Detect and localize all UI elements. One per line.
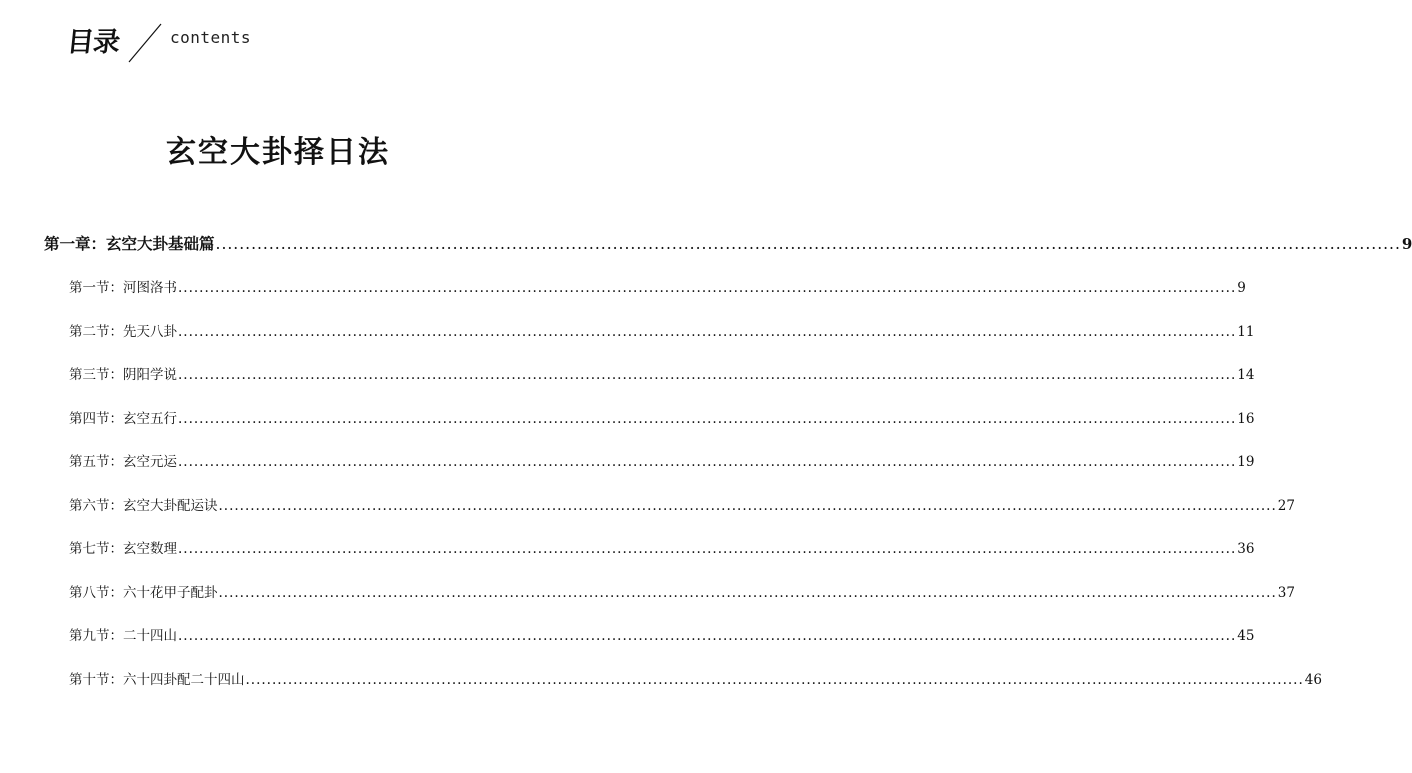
toc-section-label: 第一节：河图洛书 [69, 280, 177, 296]
toc-section-page: 27 [1277, 497, 1295, 514]
toc-section-label: 第四节：玄空五行 [69, 410, 177, 427]
toc-section-label: 第九节：二十四山 [69, 628, 177, 644]
toc-section-label: 第三节：阴阳学说 [69, 367, 177, 383]
dot-leader: ........................................................................................................................................................................................................ [178, 628, 1237, 644]
dot-leader: ........................................................................................................................................................................................................ [178, 323, 1237, 340]
toc-section-label: 第七节：玄空数理 [69, 541, 177, 557]
toc-section-page: 14 [1237, 367, 1255, 383]
toc-section-entry[interactable] [69, 624, 1255, 644]
dot-leader: ........................................................................................................................................................................................................ [215, 235, 1401, 253]
toc-section-entry[interactable] [69, 407, 1255, 427]
toc-section-page: 9 [1237, 280, 1246, 296]
toc-section-page: 16 [1237, 410, 1255, 427]
toc-section-entry[interactable] [69, 581, 1295, 601]
toc-section-label: 第五节：玄空元运 [69, 454, 177, 470]
toc-chapter-label: 第一章：玄空大卦基础篇 [44, 235, 215, 253]
toc-section-page: 46 [1304, 671, 1322, 688]
toc-chapter-entry[interactable] [44, 232, 1412, 254]
dot-leader: ........................................................................................................................................................................................................ [218, 497, 1277, 514]
dot-leader: ........................................................................................................................................................................................................ [178, 541, 1237, 557]
toc-header-cn-label: 目录 [65, 27, 121, 58]
toc-section-page: 11 [1237, 323, 1255, 340]
toc-section-entry[interactable] [69, 668, 1322, 688]
toc-header-en-label: contents [170, 28, 252, 47]
toc-section-entry[interactable] [69, 320, 1255, 340]
toc-section-page: 45 [1237, 628, 1255, 644]
document-title: 玄空大卦择日法 [166, 135, 390, 170]
toc-section-page: 19 [1237, 454, 1255, 470]
toc-section-page: 36 [1237, 541, 1255, 557]
toc-section-page: 37 [1277, 584, 1295, 601]
toc-section-entry[interactable] [69, 363, 1255, 383]
dot-leader: ........................................................................................................................................................................................................ [178, 454, 1237, 470]
toc-section-entry[interactable] [69, 450, 1255, 470]
dot-leader: ........................................................................................................................................................................................................ [178, 280, 1237, 296]
toc-section-label: 第六节：玄空大卦配运诀 [69, 497, 218, 514]
dot-leader: ........................................................................................................................................................................................................ [178, 367, 1237, 383]
dot-leader: ........................................................................................................................................................................................................ [245, 671, 1304, 688]
toc-section-label: 第八节：六十花甲子配卦 [69, 584, 218, 601]
toc-section-entry[interactable] [69, 276, 1246, 296]
dot-leader: ........................................................................................................................................................................................................ [218, 584, 1277, 601]
toc-section-entry[interactable] [69, 494, 1295, 514]
toc-section-label: 第二节：先天八卦 [69, 323, 177, 340]
toc-section-label: 第十节：六十四卦配二十四山 [69, 671, 245, 688]
dot-leader: ........................................................................................................................................................................................................ [178, 410, 1237, 427]
toc-chapter-page: 9 [1401, 235, 1412, 253]
toc-section-entry[interactable] [69, 537, 1255, 557]
